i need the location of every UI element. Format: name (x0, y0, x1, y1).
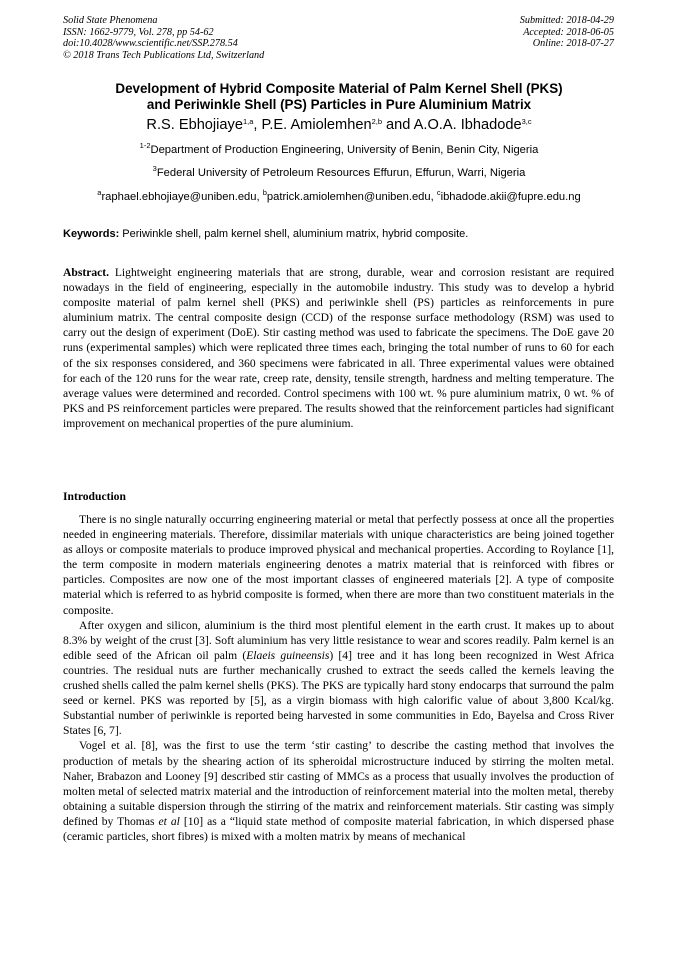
abstract-label: Abstract. (63, 266, 110, 279)
submitted-date: Submitted: 2018-04-29 (519, 15, 614, 26)
intro-p2-text-a: After oxygen and silicon, aluminium is the third most plentiful element in the earth crust. It makes up to about 8.3% by weight of the crust [3]. Soft aluminium has very little resistance to wear and scores readily. Palm kernel is an edible seed of the African oil palm ( (63, 618, 614, 662)
journal-info (63, 15, 264, 61)
section-heading-introduction: Introduction (63, 490, 126, 503)
affiliation-2-text: Federal University of Petroleum Resources Effurun, Effurun, Warri, Nigeria (156, 167, 526, 179)
abstract (63, 265, 614, 431)
author-2-affil: 2,b (371, 117, 382, 126)
author-list (63, 116, 615, 134)
title-line-2: and Periwinkle Shell (PS) Particles in Pure Aluminium Matrix (146, 96, 532, 112)
accepted-date: Accepted: 2018-06-05 (523, 26, 614, 38)
journal-name: Solid State Phenomena (63, 15, 158, 26)
author-3-affil: 3,c (521, 117, 532, 126)
dates-info (520, 15, 614, 50)
email-list (63, 190, 615, 204)
email-a-marker: a (97, 188, 102, 197)
intro-paragraph-1: There is no single naturally occurring engineering material or metal that perfectly possess at once all the properties needed in engineering materials. Therefore, dissimilar materials with unique characteristics are being joined together as alloys or composite materials to produce improved physical and mechanical properties. According to Roylance [1], the term composite in modern materials engineering denotes a matrix material that is reinforced with fibres or particles. Composites are now one of the most important classes of engineered materials [2]. A type of composite material which is referred to as hybrid composite is formed, when there are more than two constituent materials in the composite. (63, 513, 614, 617)
email-b-marker: b (262, 188, 267, 197)
title-line-1: Development of Hybrid Composite Material of Palm Kernel Shell (PKS) (115, 81, 563, 96)
intro-p3-text-a: Vogel et al. [8], was the first to use the term ‘stir casting’ to describe the casting method that involves the production of metals by the shearing action of its spheroidal microstructure induced by stirring the molten metal. Naher, Brabazon and Looney [9] described stir casting of MMCs as a process that usually involves the production of molten metal of selected matrix material and the introduction of reinforcement material into the molten metal, thereby obtaining a suitable dispersion through the stirring of the matrix and reinforcement materials. Stir casting was simply defined by Thomas (63, 739, 614, 828)
email-c-marker: c (436, 188, 441, 197)
affiliation-1-text: Department of Production Engineering, University of Benin, Benin City, Nigeria (150, 144, 539, 156)
keywords (63, 227, 615, 241)
author-3: A.O.A. Ibhadode (413, 117, 522, 133)
paper-title (63, 81, 615, 112)
email-a: raphael.ebhojiaye@uniben.edu, (101, 191, 263, 203)
affiliation-2-marker: 3 (152, 164, 157, 173)
author-1-affil: 1,a (242, 117, 254, 126)
intro-p2-text-b: ) [4] tree and it has long been recognized in West Africa countries. The residual nuts are further mechanically crushed to extract the seeds called the kernels leaving the crushed shells called the palm kernel shells (PKS). The PKS are typically hard stony endocarps that surround the palm seed or kernel. PKS was reported by [5], as a virgin biomass with high calorific value of about 3,800 Kcal/kg. Substantial number of periwinkle is reported being harvested in some communities in Edo, Bayelsa and Cross River States [6, 7]. (63, 648, 614, 738)
intro-p3-text-b: [10] as a “liquid state method of composite material fabrication, in which dispersed phase (ceramic particles, short fibres) is mixed with a molten matrix by means of mechanical (63, 814, 614, 843)
email-c: ibhadode.akii@fupre.edu.ng (440, 191, 581, 203)
introduction-body (63, 512, 614, 844)
issn-line: ISSN: 1662-9779, Vol. 278, pp 54-62 (63, 26, 214, 38)
online-date: Online: 2018-07-27 (532, 38, 614, 50)
author-separator: and (382, 117, 414, 133)
intro-paragraph-3 (63, 738, 614, 844)
author-separator: , (253, 117, 262, 133)
affiliation-1 (63, 143, 615, 157)
affiliation-2 (63, 166, 615, 180)
affiliation-1-marker: 1-2 (139, 141, 151, 150)
email-b: patrick.amiolemhen@uniben.edu, (266, 191, 437, 203)
keywords-label: Keywords: (63, 228, 120, 240)
abstract-text: Lightweight engineering materials that are strong, durable, wear and corrosion resistant are required nowadays in the field of engineering, especially in the automobile industry. This study was to develop a hybrid composite material of palm kernel shell (PKS) and periwinkle shell (PS) particles as reinforcements in pure aluminium matrix. The central composite design (CCD) of the response surface methodology (RSM) was used to carry out the design of experiment (DoE). Stir casting method was used to fabricate the specimens. The DoE gave 20 runs (experimental samples) which were replicated three times each, bringing the total number of runs to 60 for each of the six responses considered, and 360 specimens were fabricated in all. Three experimental values were obtained for each of the 120 runs for the wear rate, creep rate, density, tensile strength, hardness and melting temperature. The average values were determined and recorded. Control specimens with 100 wt. % pure aluminium matrix, 0 wt. % of PKS and PS reinforcement particles were prepared. The results showed that the reinforcement particles had significant improvement on mechanical properties of the pure aluminium. (63, 266, 614, 430)
author-1: R.S. Ebhojiaye (146, 117, 243, 133)
keywords-text: Periwinkle shell, palm kernel shell, aluminium matrix, hybrid composite. (119, 228, 469, 240)
doi-line: doi:10.4028/www.scientific.net/SSP.278.54 (63, 38, 238, 50)
intro-paragraph-2 (63, 618, 614, 739)
et-al: et al (158, 814, 180, 828)
author-2: P.E. Amiolemhen (261, 117, 372, 133)
species-name: Elaeis guineensis (246, 648, 330, 662)
copyright-line: © 2018 Trans Tech Publications Ltd, Switzerland (63, 49, 265, 61)
